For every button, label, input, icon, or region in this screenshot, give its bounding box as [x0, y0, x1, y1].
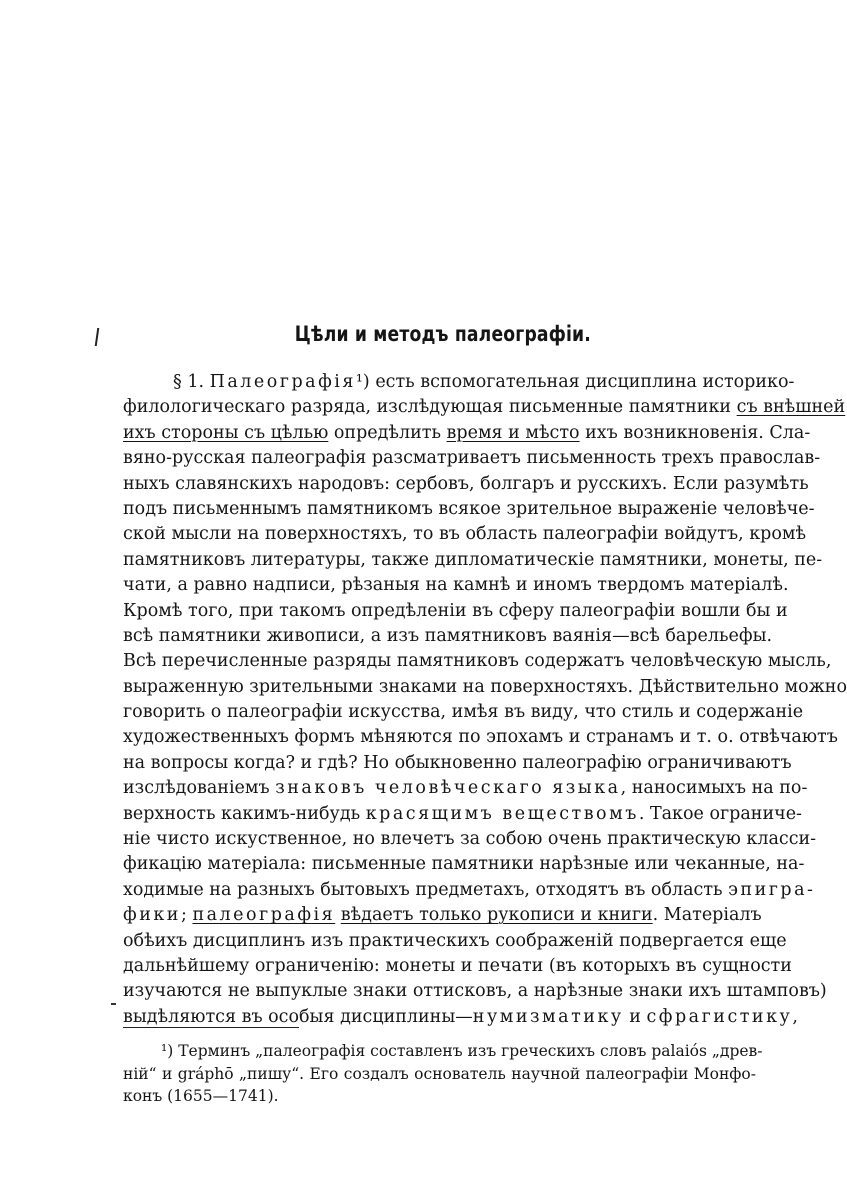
text-run: на вопросы когда? и гдѣ? Но обыкновенно палеографію ограничиваютъ [123, 752, 792, 773]
underlined-text: вѣдаетъ только рукописи и книги [340, 905, 653, 926]
footnote-rule [123, 1027, 299, 1028]
text-run: вяно-русская палеографія разсматриваетъ письменность трехъ православ- [123, 448, 821, 469]
text-line [123, 497, 815, 522]
text-run: ніе чисто искуственное, но влечетъ за собою очень практическую класси- [123, 829, 817, 850]
spaced-emphasis: сфрагистику [646, 1006, 793, 1027]
text-run: ныхъ славянскихъ народовъ: сербовъ, болгаръ и русскихъ. Если разумѣть [123, 473, 809, 494]
text-run: всѣ памятники живописи, а изъ памятниковъ ваянія—всѣ барельефы. [123, 625, 773, 646]
text-run: художественныхъ формъ мѣняются по эпохамъ и странамъ и т. о. отвѣчаютъ [123, 727, 838, 748]
text-line [123, 573, 789, 598]
text-run: обѣихъ дисциплинъ изъ практическихъ соображеній подвергается еще [123, 930, 787, 951]
underlined-text: время и мѣсто [446, 422, 580, 443]
spaced-emphasis: красящимъ веществомъ [365, 803, 639, 824]
text-line [123, 827, 817, 852]
text-line [123, 599, 788, 624]
text-run: Кромѣ того, при такомъ опредѣленіи въ сферу палеографіи вошли бы и [123, 600, 788, 621]
text-run: ихъ возникновенія. Сла- [579, 422, 811, 443]
text-line [123, 548, 823, 573]
text-line [123, 802, 802, 827]
text-line [123, 929, 787, 954]
footnote-line: ній“ и gráphō „пишу“. Его создалъ основатель научной палеографіи Монфо- [123, 1064, 756, 1083]
text-run: говорить о палеографіи искусства, имѣя въ виду, что стиль и содержаніе [123, 702, 804, 723]
spaced-emphasis: Палеографія [209, 372, 356, 392]
text-line [123, 649, 832, 674]
text-line [123, 624, 773, 649]
text-run: выраженную зрительными знаками на поверхностяхъ. Дѣйствительно можно [123, 676, 847, 697]
text-run: § 1. [173, 372, 210, 392]
text-run: чати, а равно надписи, рѣзаныя на камнѣ и иномъ твердомъ матеріалѣ. [123, 575, 789, 596]
spaced-emphasis: эпигра- [728, 879, 816, 900]
underlined-text: съ внѣшней [736, 397, 846, 418]
text-run: ской мысли на поверхностяхъ, то въ область палеографіи войдутъ, кромѣ [123, 524, 807, 545]
text-line [123, 472, 809, 497]
footnote-line: ¹) Терминъ „палеографія составленъ изъ греческихъ словъ palaiós „древ- [161, 1042, 763, 1060]
text-line [123, 675, 847, 700]
margin-dash [111, 1003, 116, 1005]
text-run: выдѣляются въ особыя дисциплины— [123, 1006, 473, 1027]
text-line [123, 522, 807, 547]
text-run: филологическаго разряда, изслѣдующая письменные памятники [123, 397, 737, 418]
text-run: памятниковъ литературы, также дипломатическіе памятники, монеты, пе- [123, 549, 823, 570]
text-run: опредѣлить [328, 422, 447, 443]
text-run: фикацію матеріала: письменные памятники нарѣзные или чеканные, на- [123, 854, 805, 875]
text-line [123, 751, 792, 776]
text-line [123, 725, 838, 750]
text-run: верхность какимъ-нибудь [123, 803, 366, 824]
text-line [123, 852, 805, 877]
text-line [123, 370, 795, 395]
text-run: ; [180, 905, 193, 926]
spaced-emphasis: нумизматику [472, 1006, 624, 1027]
underlined-text: ихъ стороны съ цѣлью [123, 422, 329, 443]
text-line [123, 878, 816, 903]
footnote-line: конъ (1655—1741). [123, 1087, 279, 1105]
text-line [123, 954, 792, 979]
chapter-title: Цѣли и методъ палеографіи. [294, 322, 591, 346]
text-run: , [792, 1006, 798, 1027]
text-run: . Такое ограниче- [638, 803, 802, 824]
text-run: изслѣдованіемъ [123, 778, 276, 799]
text-run: Всѣ перечисленные разряды памятниковъ содержатъ человѣческую мысль, [123, 651, 832, 672]
text-run: и [623, 1006, 647, 1027]
text-run: изучаются не выпуклые знаки оттисковъ, а нарѣзные знаки ихъ штамповъ) [123, 981, 827, 1002]
spaced-emphasis: фики [123, 905, 181, 926]
footnotes [123, 1040, 763, 1108]
text-run: , наносимыхъ на по- [620, 778, 808, 799]
text-run: подъ письменнымъ памятникомъ всякое зрительное выраженіе человѣче- [123, 498, 815, 519]
text-run: ходимые на разныхъ бытовыхъ предметахъ, отходятъ въ область [123, 879, 729, 900]
text-run: . Матеріалъ [652, 905, 762, 926]
text-line [123, 700, 804, 725]
spaced-emphasis: знаковъ человѣческаго языка [275, 778, 621, 799]
text-line [123, 421, 811, 446]
text-line [123, 903, 762, 928]
text-line [123, 446, 821, 471]
text-run: ¹) есть вспомогательная дисциплина историко- [355, 372, 795, 392]
spaced-emphasis: палеографія [192, 905, 336, 926]
main-text [123, 370, 847, 1030]
text-line [123, 395, 846, 420]
text-line [123, 979, 827, 1004]
text-line [123, 776, 808, 801]
text-run: дальнѣйшему ограниченію: монеты и печати (въ которыхъ въ сущности [123, 955, 792, 976]
